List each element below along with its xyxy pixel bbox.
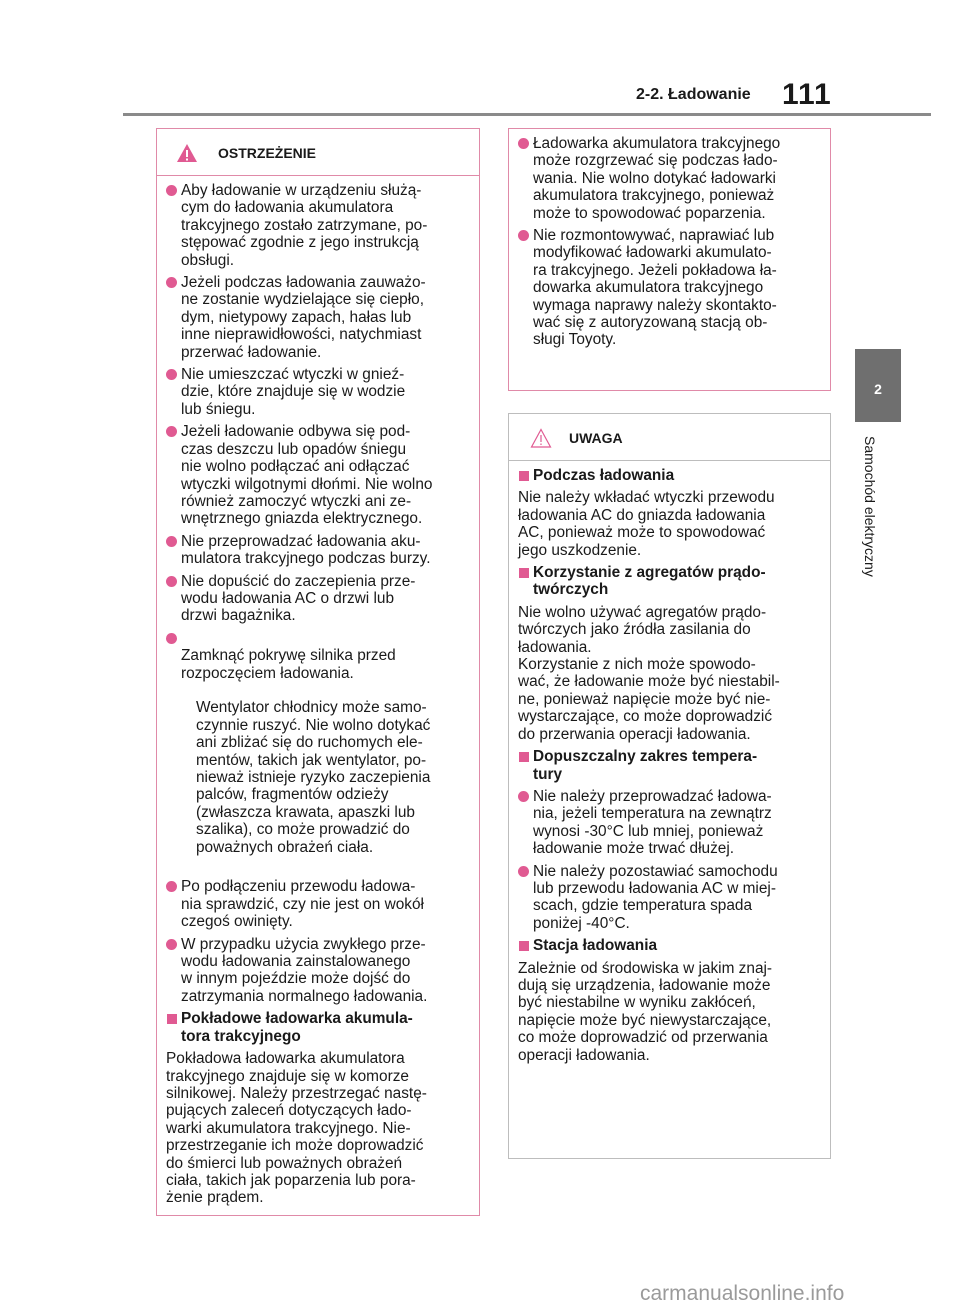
item-text: Nie rozmontowywać, naprawiać lub modyfikować ładowarki akumulato- ra trakcyjnego. Jeżeli pokładowa ła- dowarka akumulatora trakcyjnego wymaga naprawy należy skontakto- wać się z autoryzowaną stacją ob- sługi Toyoty. bbox=[533, 227, 777, 349]
item-line: Zamknąć pokrywę silnika przed rozpoczęciem ładowania. bbox=[181, 647, 396, 682]
subheading bbox=[166, 1010, 470, 1045]
item-text: Nie należy przeprowadzać ładowa- nia, jeżeli temperatura na zewnątrz wynosi -30°C lub mniej, ponieważ ładowanie może trwać dłużej. bbox=[533, 787, 772, 858]
bullet-icon bbox=[166, 426, 177, 437]
header-rule bbox=[123, 113, 931, 116]
subheading-text: Pokładowe ładowarka akumula- tora trakcyjnego bbox=[181, 1010, 413, 1045]
bullet-icon bbox=[166, 633, 177, 644]
list-item bbox=[166, 182, 470, 269]
bullet-icon bbox=[518, 138, 529, 149]
bullet-icon bbox=[518, 791, 529, 802]
bullet-icon bbox=[166, 536, 177, 547]
bullet-icon bbox=[166, 277, 177, 288]
list-item bbox=[518, 863, 821, 933]
chapter-number: 2 bbox=[874, 381, 882, 397]
item-text: Nie dopuścić do zaczepienia prze- wodu ładowania AC o drzwi lub drzwi bagażnika. bbox=[181, 572, 416, 625]
subheading bbox=[518, 564, 821, 599]
list-item bbox=[166, 366, 470, 418]
notice-content bbox=[509, 461, 830, 1064]
item-text: Ładowarka akumulatora trakcyjnego może rozgrzewać się podczas łado- wania. Nie wolno dotykać ładowarki akumulatora trakcyjnego, ponieważ może to spowodować poparzenia. bbox=[533, 135, 781, 222]
list-item bbox=[166, 630, 470, 874]
subheading bbox=[518, 467, 821, 484]
section-title: 2-2. Ładowanie bbox=[636, 86, 751, 103]
bullet-icon bbox=[166, 185, 177, 196]
notice-header bbox=[509, 414, 830, 461]
warning-continued-content bbox=[509, 129, 830, 349]
item-text: Po podłączeniu przewodu ładowa- nia sprawdzić, czy nie jest on wokół czegoś owinięty. bbox=[181, 878, 424, 931]
warning-triangle-icon bbox=[176, 143, 198, 163]
notice-paragraph: Nie wolno używać agregatów prądo- twórczych jako źródła zasilania do ładowania. Korzystanie z nich może spowodo- wać, że ładowanie może być niestabil- ne, ponieważ napięcie może być nie- wystarczające, co może doprowadzić do przerwania operacji ładowania. bbox=[518, 603, 780, 743]
item-text: Nie należy pozostawiać samochodu lub przewodu ładowania AC w miej- scach, gdzie temperatura spada poniżej -40°C. bbox=[533, 862, 778, 932]
notice-box bbox=[508, 413, 831, 1159]
list-item bbox=[166, 274, 470, 361]
subheading-text: Korzystanie z agregatów prądo- twórczych bbox=[533, 564, 766, 599]
list-item bbox=[166, 573, 470, 625]
square-bullet-icon bbox=[167, 1014, 177, 1024]
item-text: Nie umieszczać wtyczki w gnieź- dzie, które znajduje się w wodzie lub śniegu. bbox=[181, 366, 406, 418]
warning-continued-box bbox=[508, 128, 831, 391]
square-bullet-icon bbox=[519, 568, 529, 578]
list-item bbox=[166, 878, 470, 930]
warning-content bbox=[157, 176, 479, 1207]
subheading bbox=[518, 748, 821, 783]
item-text: Nie przeprowadzać ładowania aku- mulatora trakcyjnego podczas burzy. bbox=[181, 532, 431, 568]
bullet-icon bbox=[166, 369, 177, 380]
chapter-tab bbox=[855, 349, 901, 422]
subheading bbox=[518, 937, 821, 954]
bullet-icon bbox=[166, 881, 177, 892]
list-item bbox=[518, 135, 821, 222]
item-text: Aby ładowanie w urządzeniu służą- cym do ładowania akumulatora trakcyjnego zostało zatrzymane, po- stępować zgodnie z jego instrukcją obsługi. bbox=[181, 182, 428, 269]
chapter-label: Samochód elektryczny bbox=[862, 436, 878, 577]
caution-triangle-icon bbox=[530, 428, 552, 448]
list-item bbox=[166, 423, 470, 527]
footer-watermark: carmanualsonline.info bbox=[640, 1282, 845, 1305]
list-item bbox=[166, 533, 470, 568]
list-item bbox=[166, 936, 470, 1006]
item-continuation: Wentylator chłodnicy może samo- czynnie ruszyć. Nie wolno dotykać ani zbliżać się do ruchomych ele- mentów, takich jak wentylator, po- nieważ istnieje ryzyko zaczepienia palców, fragmentów odzieży (zwłaszcza krawata, apaszki lub szalika), co może prowadzić do poważnych obrażeń ciała. bbox=[196, 699, 431, 856]
subheading-text: Dopuszczalny zakres tempera- tury bbox=[533, 748, 758, 783]
subheading-text: Stacja ładowania bbox=[533, 937, 658, 955]
warning-box bbox=[156, 128, 480, 1216]
warning-paragraph: Pokładowa ładowarka akumulatora trakcyjnego znajduje się w komorze silnikowej. Należy przestrzegać nastę- pujących zaleceń dotyczących łado- warki akumulatora trakcyjnego. Nie- przestrzeganie ich może doprowadzić do śmierci lub poważnych obrażeń ciała, takich jak poparzenia lub pora- żenie prądem. bbox=[166, 1050, 427, 1207]
subheading-text: Podczas ładowania bbox=[533, 467, 675, 484]
notice-paragraph: Zależnie od środowiska w jakim znaj- dują się urządzenia, ładowanie może być niestabilne w wyniku zakłóceń, napięcie może być niewystarczające, co może doprowadzić od przerwania operacji ładowania. bbox=[518, 959, 773, 1064]
item-text: W przypadku użycia zwykłego prze- wodu ładowania zainstalowanego w innym pojeździe może dojść do zatrzymania normalnego ładowania. bbox=[181, 935, 428, 1005]
square-bullet-icon bbox=[519, 752, 529, 762]
bullet-icon bbox=[166, 576, 177, 587]
bullet-icon bbox=[518, 866, 529, 877]
square-bullet-icon bbox=[519, 471, 529, 481]
warning-title: OSTRZEŻENIE bbox=[218, 145, 317, 161]
item-text: Jeżeli ładowanie odbywa się pod- czas deszczu lub opadów śniegu nie wolno podłączać ani odłączać wtyczki wilgotnymi dłońmi. Nie wolno również zamoczyć wtyczki ani ze- wnętrznego gniazda elektrycznego. bbox=[181, 423, 433, 528]
warning-header bbox=[157, 129, 479, 176]
square-bullet-icon bbox=[519, 941, 529, 951]
item-text: Jeżeli podczas ładowania zauważo- ne zostanie wydzielające się ciepło, dym, nietypowy zapach, hałas lub inne nieprawidłowości, natychmiast przerwać ładowanie. bbox=[181, 274, 426, 361]
bullet-icon bbox=[166, 939, 177, 950]
page-number: 111 bbox=[782, 78, 832, 111]
item-text bbox=[181, 630, 470, 874]
notice-title: UWAGA bbox=[569, 430, 623, 446]
notice-paragraph: Nie należy wkładać wtyczki przewodu ładowania AC do gniazda ładowania AC, ponieważ może to spowodować jego uszkodzenie. bbox=[518, 489, 775, 559]
bullet-icon bbox=[518, 230, 529, 241]
list-item bbox=[518, 227, 821, 349]
list-item bbox=[518, 788, 821, 858]
